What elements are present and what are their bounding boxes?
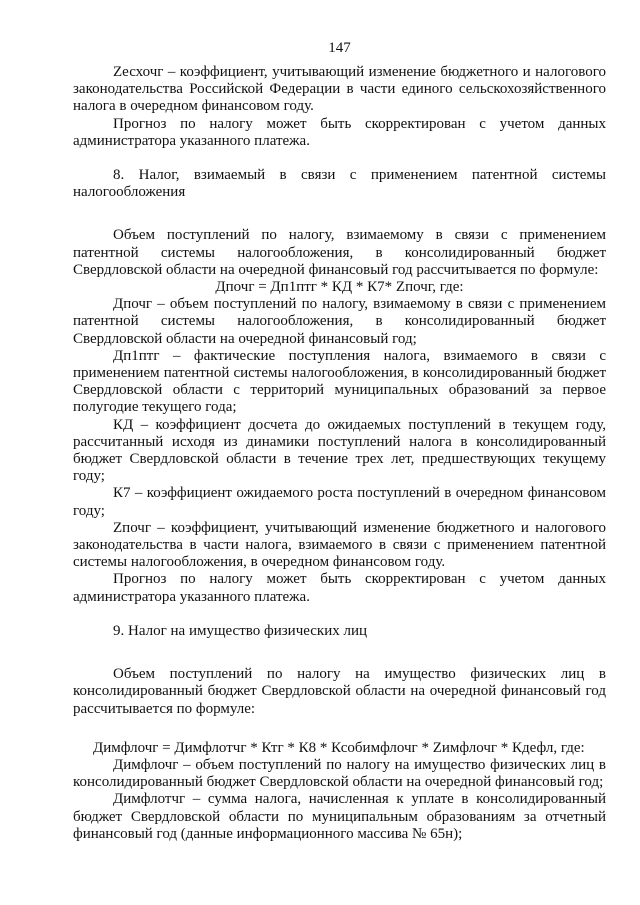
formula-dpochg: Дпочг = Дп1птг * КД * К7* Zпочг, где: — [215, 279, 464, 296]
paragraph-dimflotchg-definition: Димфлотчг – сумма налога, начисленная к уплате в консолидированный бюджет Свердловской области по муниципальным образованиям за отчетный финансовый год (данные информационного массива № 65н); — [73, 791, 606, 842]
paragraph-property-volume: Объем поступлений по налогу на имущество физических лиц в консолидированный бюджет Свердловской области на очередной финансовый год рассчитывается по формуле: — [73, 666, 606, 717]
paragraph-kd-definition: КД – коэффициент досчета до ожидаемых поступлений в текущем году, рассчитанный исходя из динамики поступлений налога в консолидированный бюджет Свердловской области в течение трех лет, предшествующих текущему году; — [73, 416, 606, 485]
page-number: 147 — [328, 40, 351, 56]
paragraph-dp1ptg-definition: Дп1птг – фактические поступления налога, взимаемого в связи с применением патентной системы налогообложения, в консолидированный бюджет Свердловской области с территорий муниципальных образований за первое полугодие текущего года; — [73, 347, 606, 416]
formula-dimflochg: Димфлочг = Димфлотчг * Ктг * К8 * Ксобимфлочг * Zимфлочг * Кдефл, где: — [93, 739, 585, 756]
paragraph-forecast-note: Прогноз по налогу может быть скорректирован с учетом данных администратора указанного платежа. — [73, 115, 606, 149]
paragraph-k7-definition: К7 – коэффициент ожидаемого роста поступлений в очередном финансовом году; — [73, 485, 606, 519]
paragraph-forecast-note-2: Прогноз по налогу может быть скорректирован с учетом данных администратора указанного платежа. — [73, 571, 606, 605]
paragraph-patent-volume: Объем поступлений по налогу, взимаемому в связи с применением патентной системы налогообложения, в консолидированный бюджет Свердловской области на очередной финансовый год рассчитывается по формуле: — [73, 227, 606, 278]
section-heading-8: 8. Налог, взимаемый в связи с применением патентной системы налогообложения — [73, 167, 606, 201]
paragraph-zeskhochg-definition: Zесхочг – коэффициент, учитывающий изменение бюджетного и налогового законодательства Российской Федерации в части единого сельскохозяйственного налога в очередном финансовом году. — [73, 64, 606, 115]
section-heading-9: 9. Налог на имущество физических лиц — [113, 622, 368, 639]
paragraph-zpochg-definition: Zпочг – коэффициент, учитывающий изменение бюджетного и налогового законодательства в части налога, взимаемого в связи с применением патентной системы налогообложения, в очередном финансовом году. — [73, 519, 606, 571]
paragraph-dpochg-definition: Дпочг – объем поступлений по налогу, взимаемому в связи с применением патентной системы налогообложения, в консолидированный бюджет Свердловской области на очередной финансовый год; — [73, 296, 606, 347]
paragraph-dimflochg-definition: Димфлочг – объем поступлений по налогу на имущество физических лиц в консолидированный бюджет Свердловской области на очередной финансовый год; — [73, 756, 606, 791]
